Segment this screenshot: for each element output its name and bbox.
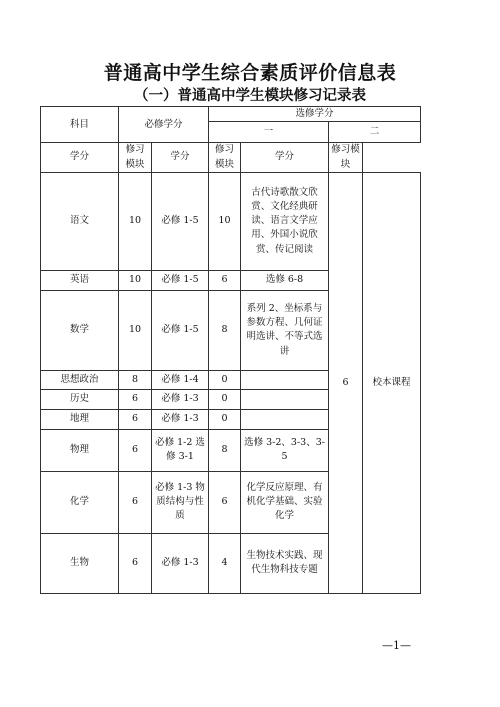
elective-one-module-cell xyxy=(241,471,329,533)
compulsory-module-text: 必修 1-3 xyxy=(161,557,199,569)
header-elective-two: 二 xyxy=(329,122,421,143)
elective-one-module-text: 选修 6-8 xyxy=(265,274,304,286)
header-credit-elective-two: 学分 xyxy=(241,143,329,173)
elective-one-module-text: 化学反应原理、有机化学基础、实验化学 xyxy=(246,481,323,522)
subject-cell: 数学 xyxy=(41,290,119,370)
elective-one-credit-cell: 4 xyxy=(209,533,241,593)
compulsory-module-cell xyxy=(152,370,209,389)
compulsory-module-text: 必修 1-3 xyxy=(161,413,199,425)
compulsory-credit-cell: 6 xyxy=(119,533,152,593)
elective-one-module-text: 系列 2、坐标系与参数方程、几何证明选讲、不等式选讲 xyxy=(246,302,323,357)
header-row-1 xyxy=(41,107,421,122)
elective-one-credit-cell: 0 xyxy=(209,370,241,389)
elective-one-credit-cell: 8 xyxy=(209,429,241,471)
header-row-3 xyxy=(41,143,421,173)
compulsory-module-cell xyxy=(152,471,209,533)
compulsory-module-text: 必修 1-5 xyxy=(161,274,199,286)
page-number: —1— xyxy=(382,639,411,652)
elective-one-module-cell xyxy=(241,409,329,429)
subject-cell: 历史 xyxy=(41,389,119,409)
elective-one-module-text: 选修 3-2、3-3、3-5 xyxy=(244,437,325,463)
compulsory-credit-cell: 6 xyxy=(119,471,152,533)
header-elective-one: 一 xyxy=(209,122,329,143)
compulsory-credit-cell: 6 xyxy=(119,409,152,429)
subject-cell: 化学 xyxy=(41,471,119,533)
elective-one-credit-cell: 0 xyxy=(209,409,241,429)
header-module-elective-two: 修习模块 xyxy=(329,143,363,173)
module-record-table xyxy=(40,106,421,594)
subject-cell: 地理 xyxy=(41,409,119,429)
compulsory-module-text: 必修 1-5 xyxy=(161,324,199,336)
header-subject: 科目 xyxy=(41,107,119,143)
compulsory-module-text: 必修 1-5 xyxy=(161,215,199,227)
compulsory-module-cell xyxy=(152,290,209,370)
elective-two-module-cell: 校本课程 xyxy=(363,172,421,593)
elective-one-module-cell xyxy=(241,533,329,593)
elective-one-module-cell xyxy=(241,389,329,409)
elective-one-module-cell xyxy=(241,172,329,270)
elective-one-module-cell xyxy=(241,429,329,471)
compulsory-module-text: 必修 1-3 物质结构与性质 xyxy=(155,481,205,522)
elective-one-credit-cell: 10 xyxy=(209,172,241,270)
elective-one-module-cell xyxy=(241,270,329,290)
subject-cell: 语文 xyxy=(41,172,119,270)
compulsory-credit-cell: 8 xyxy=(119,370,152,389)
elective-one-credit-cell: 6 xyxy=(209,270,241,290)
subject-cell: 物理 xyxy=(41,429,119,471)
header-elective: 选修学分 xyxy=(209,107,421,122)
header-credit-compulsory: 学分 xyxy=(41,143,119,173)
elective-one-module-text: 生物技术实践、现代生物科技专题 xyxy=(246,550,323,576)
elective-two-credit-cell: 6 xyxy=(329,172,363,593)
compulsory-credit-cell: 10 xyxy=(119,290,152,370)
compulsory-module-cell xyxy=(152,409,209,429)
elective-one-credit-cell: 8 xyxy=(209,290,241,370)
compulsory-credit-cell: 6 xyxy=(119,429,152,471)
header-module-elective-one: 修习模块 xyxy=(209,143,241,173)
elective-one-module-cell xyxy=(241,290,329,370)
elective-one-module-cell xyxy=(241,370,329,389)
compulsory-module-cell xyxy=(152,429,209,471)
table-row xyxy=(41,172,421,270)
header-compulsory: 必修学分 xyxy=(119,107,209,143)
elective-one-credit-cell: 0 xyxy=(209,389,241,409)
compulsory-credit-cell: 10 xyxy=(119,172,152,270)
subject-cell: 英语 xyxy=(41,270,119,290)
elective-one-credit-cell: 6 xyxy=(209,471,241,533)
elective-one-module-text: 古代诗歌散文欣赏、文化经典研读、语言文学应用、外国小说欣赏、传记阅读 xyxy=(251,186,318,255)
header-credit-elective-one: 学分 xyxy=(152,143,209,173)
compulsory-module-text: 必修 1-4 xyxy=(161,373,199,385)
compulsory-module-cell xyxy=(152,533,209,593)
document-subtitle: （一）普通高中学生模块修习记录表 xyxy=(134,87,366,104)
compulsory-module-text: 必修 1-2 选修 3-1 xyxy=(155,437,205,463)
compulsory-credit-cell: 10 xyxy=(119,270,152,290)
document-title: 普通高中学生综合素质评价信息表 xyxy=(103,62,397,84)
header-module-compulsory: 修习模块 xyxy=(119,143,152,173)
compulsory-module-cell xyxy=(152,270,209,290)
compulsory-module-cell xyxy=(152,172,209,270)
subject-cell: 生物 xyxy=(41,533,119,593)
compulsory-module-cell xyxy=(152,389,209,409)
subject-cell: 思想政治 xyxy=(41,370,119,389)
compulsory-credit-cell: 6 xyxy=(119,389,152,409)
compulsory-module-text: 必修 1-3 xyxy=(161,393,199,405)
